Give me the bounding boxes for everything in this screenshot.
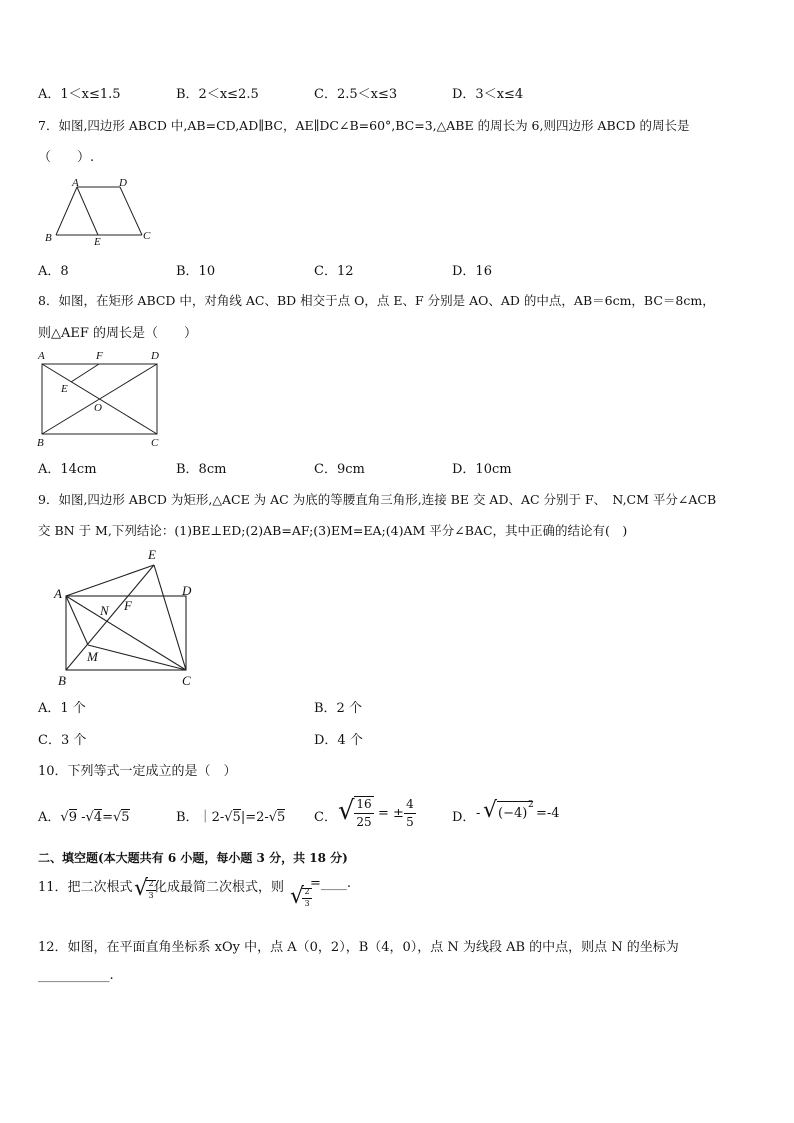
q10-option-a-radicand2: 4	[93, 810, 103, 825]
q10-stem: 10．下列等式一定成立的是（ ）	[38, 764, 237, 779]
q11-frac-num2: 2	[304, 887, 310, 896]
q8-label-c: C	[151, 437, 159, 449]
q7-label-e: E	[94, 236, 101, 247]
q7-label-a: A	[72, 177, 79, 189]
q10-option-a-minus: -	[81, 810, 86, 825]
q8-label-e: E	[61, 383, 68, 395]
q10-option-d-pre: -	[476, 806, 481, 821]
q7-figure-trapezoid	[40, 175, 160, 247]
q6-option-b: B．2＜x≤2.5	[176, 87, 259, 102]
q10-option-b-radicand1: 5	[232, 810, 241, 825]
q6-option-a: A．1＜x≤1.5	[38, 87, 121, 102]
q7-label-c: C	[143, 230, 151, 242]
q11-frac-den: 3	[148, 891, 154, 900]
sqrt-icon: √	[134, 876, 149, 901]
q9-option-c: C．3 个	[38, 733, 87, 748]
q10-option-c-den: 25	[356, 815, 372, 829]
q9-stem-line1: 9．如图,四边形 ABCD 为矩形,△ACE 为 AC 为底的等腰直角三角形,连接 BE 交 AD、AC 分别于 F、 N,CM 平分∠ACB	[38, 492, 717, 507]
q9-label-d: D	[182, 583, 192, 598]
q9-label-a: A	[54, 586, 62, 601]
q7-stem-line1: 7．如图,四边形 ABCD 中,AB=CD,AD∥BC，AE∥DC∠B=60°,BC=3,△ABE 的周长为 6,则四边形 ABCD 的周长是	[38, 118, 690, 133]
q10-option-a	[38, 806, 130, 825]
sqrt-icon: √	[338, 796, 355, 826]
q11	[38, 870, 438, 916]
q10-option-c-label: C．	[314, 810, 337, 825]
q9-stem-line2: 交 BN 于 M,下列结论：(1)BE⊥ED;(2)AB=AF;(3)EM=EA;(4)AM 平分∠BAC，其中正确的结论有( )	[38, 523, 628, 538]
q9-option-b: B．2 个	[314, 701, 362, 716]
q10-option-a-radicand1: 9	[68, 810, 77, 825]
q9-option-d: D．4 个	[314, 733, 363, 748]
q10-option-d-post: =-4	[536, 806, 560, 821]
q8-stem-line2: 则△AEF 的周长是（ ）	[38, 326, 198, 341]
q7-option-c: C．12	[314, 264, 354, 279]
q12-answer-blank: ___________.	[38, 968, 114, 983]
q7-option-b: B．10	[176, 264, 216, 279]
q6-option-d: D．3＜x≤4	[452, 87, 524, 102]
sqrt-icon: √	[113, 810, 122, 825]
q10-option-d-label: D．	[452, 810, 476, 825]
q8-option-b: B．8cm	[176, 462, 227, 477]
q10-option-b-label: B．	[176, 810, 199, 825]
q8-label-o: O	[94, 402, 102, 414]
sqrt-icon: √	[85, 810, 94, 825]
q11-frac-den2: 3	[304, 899, 310, 908]
q11-pre: 11．把二次根式	[38, 880, 133, 895]
q9-label-c: C	[182, 673, 191, 688]
q11-frac-num: 2	[148, 879, 154, 888]
sqrt-icon: √	[224, 810, 233, 825]
q9-label-e: E	[148, 547, 156, 562]
q8-label-f: F	[96, 350, 103, 362]
q11-mid: 化成最简二次根式，则	[154, 880, 285, 895]
q10-option-d-inner: (−4)	[498, 806, 528, 821]
q8-label-a: A	[38, 350, 45, 362]
q8-label-d: D	[151, 350, 159, 362]
sqrt-icon: √	[483, 798, 498, 823]
q8-option-a: A．14cm	[38, 462, 97, 477]
sqrt-icon: √	[268, 810, 278, 825]
q10-option-c-num: 16	[356, 797, 372, 811]
q10-option-c-eq: = ±	[378, 806, 404, 821]
q12-stem-line1: 12．如图，在平面直角坐标系 xOy 中，点 A（0，2），B（4，0），点 N 为线段 AB 的中点，则点 N 的坐标为	[38, 940, 679, 955]
q8-figure-rectangle	[34, 346, 174, 450]
sqrt-icon: √	[290, 884, 305, 909]
q10-option-b-mid: |=2-	[240, 810, 269, 825]
q7-label-b: B	[45, 232, 52, 244]
q8-label-b: B	[37, 437, 44, 449]
q10-option-d-exp: 2	[528, 800, 534, 810]
q9-label-b: B	[58, 673, 66, 688]
q8-stem-line1: 8．如图，在矩形 ABCD 中，对角线 AC、BD 相交于点 O，点 E、F 分别是 AO、AD 的中点，AB＝6cm，BC＝8cm，	[38, 293, 715, 308]
q7-stem-line2: （ ）.	[38, 150, 95, 165]
q11-post: =____.	[310, 876, 352, 891]
q9-label-n: N	[100, 603, 109, 618]
q7-option-a: A．8	[38, 264, 69, 279]
q10-option-b-radicand2: 5	[277, 810, 286, 825]
q10-option-a-eq: =	[102, 810, 113, 825]
section-heading-fill-in: 二、填空题(本大题共有 6 小题，每小题 3 分，共 18 分)	[38, 851, 348, 865]
q10-option-c-num2: 4	[406, 797, 414, 811]
q10-option-a-radicand3: 5	[121, 810, 130, 825]
q8-option-c: C．9cm	[314, 462, 365, 477]
q7-label-d: D	[119, 177, 127, 189]
q8-option-d: D．10cm	[452, 462, 512, 477]
q6-option-c: C．2.5＜x≤3	[314, 87, 398, 102]
q9-label-f: F	[124, 598, 132, 613]
q10-option-b	[176, 806, 285, 825]
q9-label-m: M	[87, 649, 98, 664]
q10-option-b-expr: ｜2-	[198, 810, 225, 825]
q9-figure-rectangle-triangle	[50, 545, 200, 690]
q7-option-d: D．16	[452, 264, 492, 279]
q9-option-a: A．1 个	[38, 701, 86, 716]
q10-option-c-den2: 5	[406, 815, 414, 829]
sqrt-icon: √	[60, 810, 69, 825]
q10-option-a-label: A．	[38, 810, 61, 825]
